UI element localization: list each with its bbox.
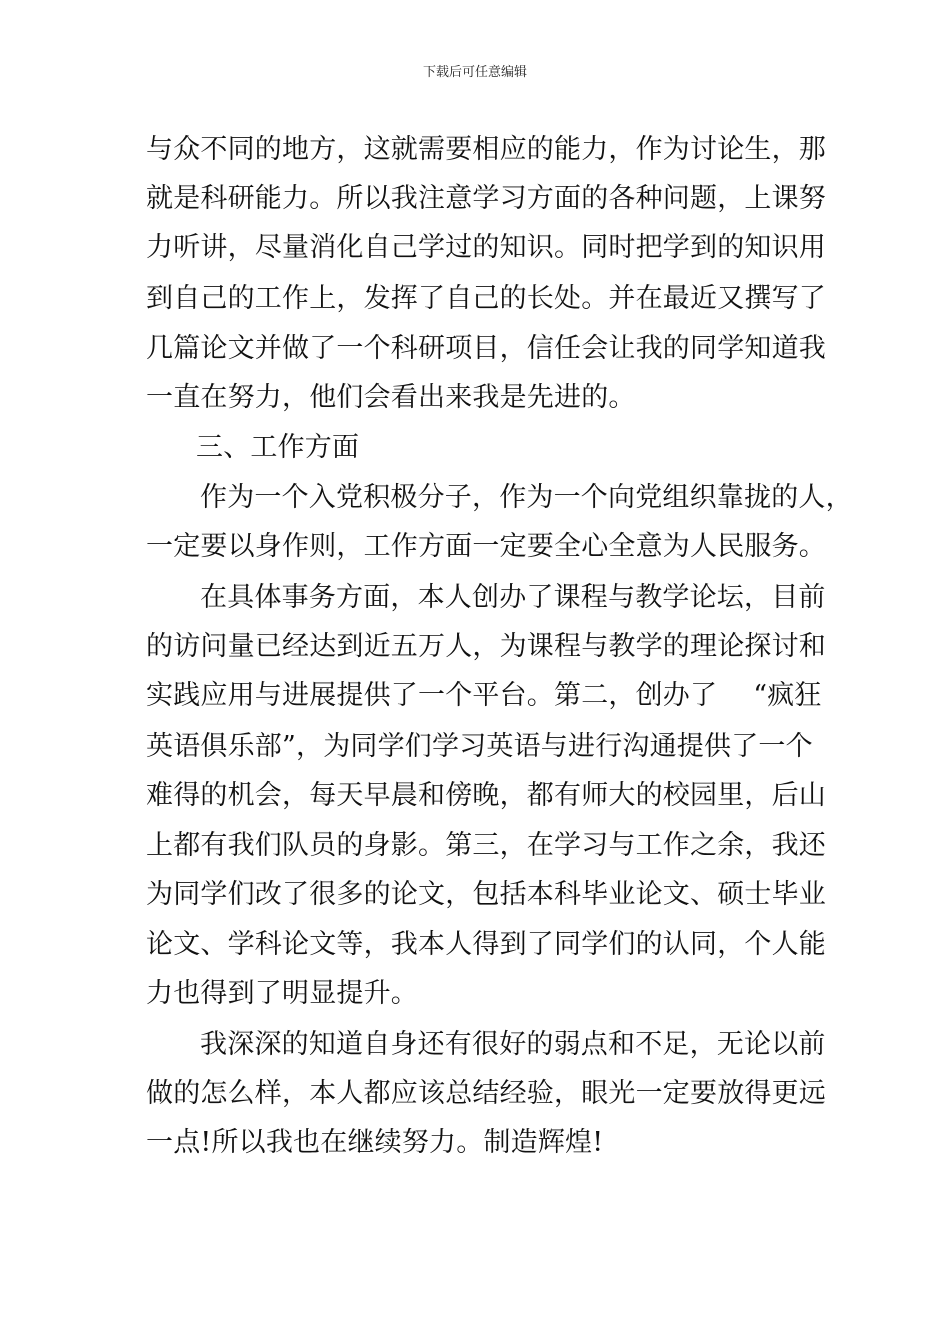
text-line: 力也得到了明显提升。: [146, 978, 418, 1009]
text-line: [146, 678, 822, 714]
text-segment: 实践应用与进展提供了一个平台。第二，创办了: [146, 680, 718, 711]
paragraph-first-line: 在具体事务方面，本人创办了课程与教学论坛，目前: [200, 582, 826, 613]
text-line: 一点!所以我也在继续努力。制造辉煌!: [146, 1127, 604, 1158]
text-line: 与众不同的地方，这就需要相应的能力，作为讨论生，那: [146, 134, 826, 165]
text-line: 一定要以身作则，工作方面一定要全心全意为人民服务。: [146, 531, 826, 562]
text-segment: “疯狂: [753, 680, 822, 711]
text-line: 为同学们改了很多的论文，包括本科毕业论文、硕士毕业: [146, 879, 826, 910]
text-line: 的访问量已经达到近五万人，为课程与教学的理论探讨和: [146, 631, 826, 662]
text-line: 一直在努力，他们会看出来我是先进的。: [146, 382, 636, 413]
paragraph-first-line: 作为一个入党积极分子，作为一个向党组织靠拢的人，: [200, 482, 853, 513]
text-line: 上都有我们队员的身影。第三，在学习与工作之余，我还: [146, 830, 826, 861]
text-line: 到自己的工作上，发挥了自己的长处。并在最近又撰写了: [146, 283, 826, 314]
text-line: 英语俱乐部”，为同学们学习英语与进行沟通提供了一个: [146, 731, 813, 762]
text-line: 论文、学科论文等，我本人得到了同学们的认同，个人能: [146, 929, 826, 960]
page-header-note: 下载后可任意编辑: [422, 65, 527, 80]
text-line: 就是科研能力。所以我注意学习方面的各种问题，上课努: [146, 183, 826, 214]
text-line: 难得的机会，每天早晨和傍晚，都有师大的校园里，后山: [146, 780, 826, 811]
section-heading: 三、工作方面: [196, 432, 360, 463]
text-line: 做的怎么样，本人都应该总结经验，眼光一定要放得更远: [146, 1078, 826, 1109]
text-line: 几篇论文并做了一个科研项目，信任会让我的同学知道我: [146, 333, 826, 364]
text-line: 力听讲，尽量消化自己学过的知识。同时把学到的知识用: [146, 232, 826, 263]
paragraph-first-line: 我深深的知道自身还有很好的弱点和不足，无论以前: [200, 1029, 826, 1060]
